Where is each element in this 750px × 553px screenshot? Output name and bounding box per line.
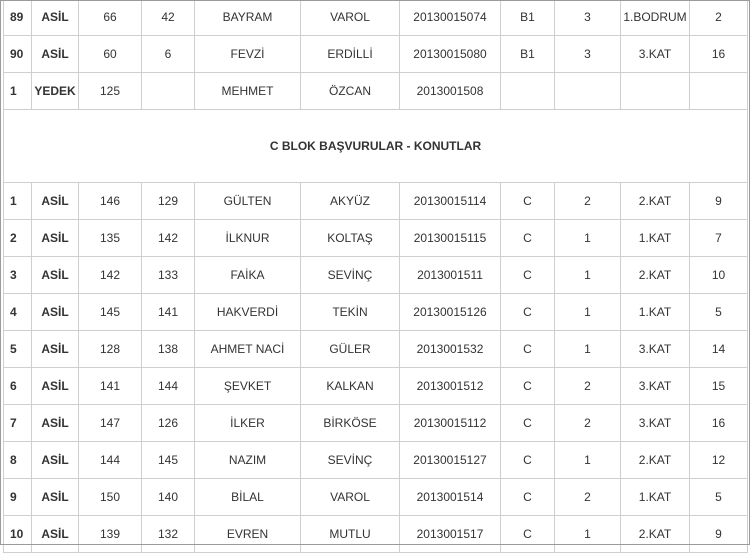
block-cell: C <box>501 331 555 368</box>
floor-cell: 1.KAT <box>621 294 690 331</box>
row-number: 10 <box>4 516 32 553</box>
row-number: 1 <box>4 183 32 220</box>
rooms-cell: 1 <box>555 220 621 257</box>
status-cell: ASİL <box>32 0 79 36</box>
block-cell: C <box>501 442 555 479</box>
row-number: 3 <box>4 257 32 294</box>
table-row <box>4 73 748 110</box>
last-name-cell: SEVİNÇ <box>301 442 400 479</box>
row-number: 90 <box>4 36 32 73</box>
apartment-number-cell: 14 <box>690 331 748 368</box>
block-cell: B1 <box>501 36 555 73</box>
rooms-cell: 2 <box>555 368 621 405</box>
application-id-cell: 2013001532 <box>400 331 501 368</box>
application-id-cell: 20130015114 <box>400 183 501 220</box>
row-number: 2 <box>4 220 32 257</box>
floor-cell: 3.KAT <box>621 331 690 368</box>
score-b-cell: 142 <box>142 220 195 257</box>
first-name-cell: İLKNUR <box>195 220 301 257</box>
block-cell: C <box>501 183 555 220</box>
block-cell: C <box>501 294 555 331</box>
status-cell: ASİL <box>32 220 79 257</box>
rooms-cell: 1 <box>555 331 621 368</box>
applicant-table <box>3 0 748 553</box>
score-b-cell: 138 <box>142 331 195 368</box>
status-cell: ASİL <box>32 294 79 331</box>
rooms-cell: 1 <box>555 442 621 479</box>
floor-cell: 1.KAT <box>621 220 690 257</box>
status-cell: ASİL <box>32 36 79 73</box>
block-cell <box>501 73 555 110</box>
last-name-cell: ERDİLLİ <box>301 36 400 73</box>
block-cell: C <box>501 516 555 553</box>
apartment-number-cell: 9 <box>690 183 748 220</box>
first-name-cell: FAİKA <box>195 257 301 294</box>
last-name-cell: TEKİN <box>301 294 400 331</box>
last-name-cell: ÖZCAN <box>301 73 400 110</box>
table-row <box>4 220 748 257</box>
table-row <box>4 516 748 553</box>
score-b-cell: 141 <box>142 294 195 331</box>
last-name-cell: VAROL <box>301 0 400 36</box>
apartment-number-cell: 10 <box>690 257 748 294</box>
floor-cell: 3.KAT <box>621 368 690 405</box>
floor-cell <box>621 73 690 110</box>
status-cell: ASİL <box>32 405 79 442</box>
status-cell: ASİL <box>32 368 79 405</box>
rooms-cell: 2 <box>555 183 621 220</box>
first-name-cell: MEHMET <box>195 73 301 110</box>
table-row <box>4 36 748 73</box>
status-cell: ASİL <box>32 183 79 220</box>
row-number: 9 <box>4 479 32 516</box>
status-cell: ASİL <box>32 331 79 368</box>
row-number: 4 <box>4 294 32 331</box>
block-cell: C <box>501 220 555 257</box>
apartment-number-cell: 16 <box>690 36 748 73</box>
score-b-cell: 144 <box>142 368 195 405</box>
apartment-number-cell: 5 <box>690 479 748 516</box>
score-b-cell: 42 <box>142 0 195 36</box>
first-name-cell: AHMET NACİ <box>195 331 301 368</box>
application-id-cell: 2013001511 <box>400 257 501 294</box>
score-a-cell: 142 <box>79 257 142 294</box>
score-b-cell: 126 <box>142 405 195 442</box>
application-id-cell: 2013001512 <box>400 368 501 405</box>
floor-cell: 3.KAT <box>621 405 690 442</box>
score-a-cell: 144 <box>79 442 142 479</box>
rooms-cell <box>555 73 621 110</box>
last-name-cell: BİRKÖSE <box>301 405 400 442</box>
application-id-cell: 20130015080 <box>400 36 501 73</box>
status-cell: ASİL <box>32 516 79 553</box>
first-name-cell: FEVZİ <box>195 36 301 73</box>
first-name-cell: BAYRAM <box>195 0 301 36</box>
first-name-cell: GÜLTEN <box>195 183 301 220</box>
score-a-cell: 139 <box>79 516 142 553</box>
section-title: C BLOK BAŞVURULAR - KONUTLAR <box>4 110 748 183</box>
table-row <box>4 479 748 516</box>
score-b-cell: 133 <box>142 257 195 294</box>
last-name-cell: KALKAN <box>301 368 400 405</box>
block-cell: C <box>501 405 555 442</box>
status-cell: ASİL <box>32 479 79 516</box>
block-cell: C <box>501 257 555 294</box>
table-row <box>4 183 748 220</box>
last-name-cell: VAROL <box>301 479 400 516</box>
score-a-cell: 125 <box>79 73 142 110</box>
score-a-cell: 66 <box>79 0 142 36</box>
row-number: 5 <box>4 331 32 368</box>
last-name-cell: MUTLU <box>301 516 400 553</box>
first-name-cell: BİLAL <box>195 479 301 516</box>
score-b-cell: 129 <box>142 183 195 220</box>
floor-cell: 3.KAT <box>621 36 690 73</box>
rooms-cell: 1 <box>555 257 621 294</box>
apartment-number-cell: 7 <box>690 220 748 257</box>
score-a-cell: 141 <box>79 368 142 405</box>
apartment-number-cell <box>690 73 748 110</box>
row-number: 1 <box>4 73 32 110</box>
application-id-cell: 2013001517 <box>400 516 501 553</box>
score-a-cell: 60 <box>79 36 142 73</box>
rows-after-section <box>4 183 748 553</box>
row-number: 7 <box>4 405 32 442</box>
floor-cell: 2.KAT <box>621 516 690 553</box>
rooms-cell: 1 <box>555 516 621 553</box>
score-a-cell: 146 <box>79 183 142 220</box>
score-a-cell: 128 <box>79 331 142 368</box>
score-a-cell: 147 <box>79 405 142 442</box>
rooms-cell: 3 <box>555 0 621 36</box>
application-id-cell: 20130015115 <box>400 220 501 257</box>
block-cell: C <box>501 479 555 516</box>
section-header-row <box>4 110 748 183</box>
score-b-cell: 6 <box>142 36 195 73</box>
first-name-cell: ŞEVKET <box>195 368 301 405</box>
last-name-cell: SEVİNÇ <box>301 257 400 294</box>
floor-cell: 2.KAT <box>621 257 690 294</box>
score-a-cell: 135 <box>79 220 142 257</box>
rooms-cell: 1 <box>555 294 621 331</box>
floor-cell: 1.BODRUM <box>621 0 690 36</box>
table-row <box>4 368 748 405</box>
floor-cell: 1.KAT <box>621 479 690 516</box>
score-a-cell: 150 <box>79 479 142 516</box>
last-name-cell: AKYÜZ <box>301 183 400 220</box>
apartment-number-cell: 5 <box>690 294 748 331</box>
score-b-cell: 145 <box>142 442 195 479</box>
table-row <box>4 331 748 368</box>
status-cell: ASİL <box>32 442 79 479</box>
table-row <box>4 442 748 479</box>
apartment-number-cell: 15 <box>690 368 748 405</box>
first-name-cell: HAKVERDİ <box>195 294 301 331</box>
score-a-cell: 145 <box>79 294 142 331</box>
row-number: 6 <box>4 368 32 405</box>
section-c-blok <box>4 110 748 183</box>
first-name-cell: NAZIM <box>195 442 301 479</box>
table-row <box>4 257 748 294</box>
apartment-number-cell: 12 <box>690 442 748 479</box>
apartment-number-cell: 2 <box>690 0 748 36</box>
first-name-cell: İLKER <box>195 405 301 442</box>
floor-cell: 2.KAT <box>621 183 690 220</box>
rows-before-section <box>4 0 748 110</box>
score-b-cell: 140 <box>142 479 195 516</box>
row-number: 89 <box>4 0 32 36</box>
rooms-cell: 3 <box>555 36 621 73</box>
first-name-cell: EVREN <box>195 516 301 553</box>
rooms-cell: 2 <box>555 405 621 442</box>
status-cell: ASİL <box>32 257 79 294</box>
last-name-cell: GÜLER <box>301 331 400 368</box>
table-row <box>4 0 748 36</box>
row-number: 8 <box>4 442 32 479</box>
application-id-cell: 20130015112 <box>400 405 501 442</box>
table-row <box>4 405 748 442</box>
status-cell: YEDEK <box>32 73 79 110</box>
block-cell: B1 <box>501 0 555 36</box>
block-cell: C <box>501 368 555 405</box>
score-b-cell <box>142 73 195 110</box>
apartment-number-cell: 9 <box>690 516 748 553</box>
score-b-cell: 132 <box>142 516 195 553</box>
rooms-cell: 2 <box>555 479 621 516</box>
apartment-number-cell: 16 <box>690 405 748 442</box>
application-id-cell: 20130015074 <box>400 0 501 36</box>
application-id-cell: 20130015126 <box>400 294 501 331</box>
application-id-cell: 20130015127 <box>400 442 501 479</box>
floor-cell: 2.KAT <box>621 442 690 479</box>
table-row <box>4 294 748 331</box>
application-id-cell: 2013001508 <box>400 73 501 110</box>
last-name-cell: KOLTAŞ <box>301 220 400 257</box>
application-id-cell: 2013001514 <box>400 479 501 516</box>
